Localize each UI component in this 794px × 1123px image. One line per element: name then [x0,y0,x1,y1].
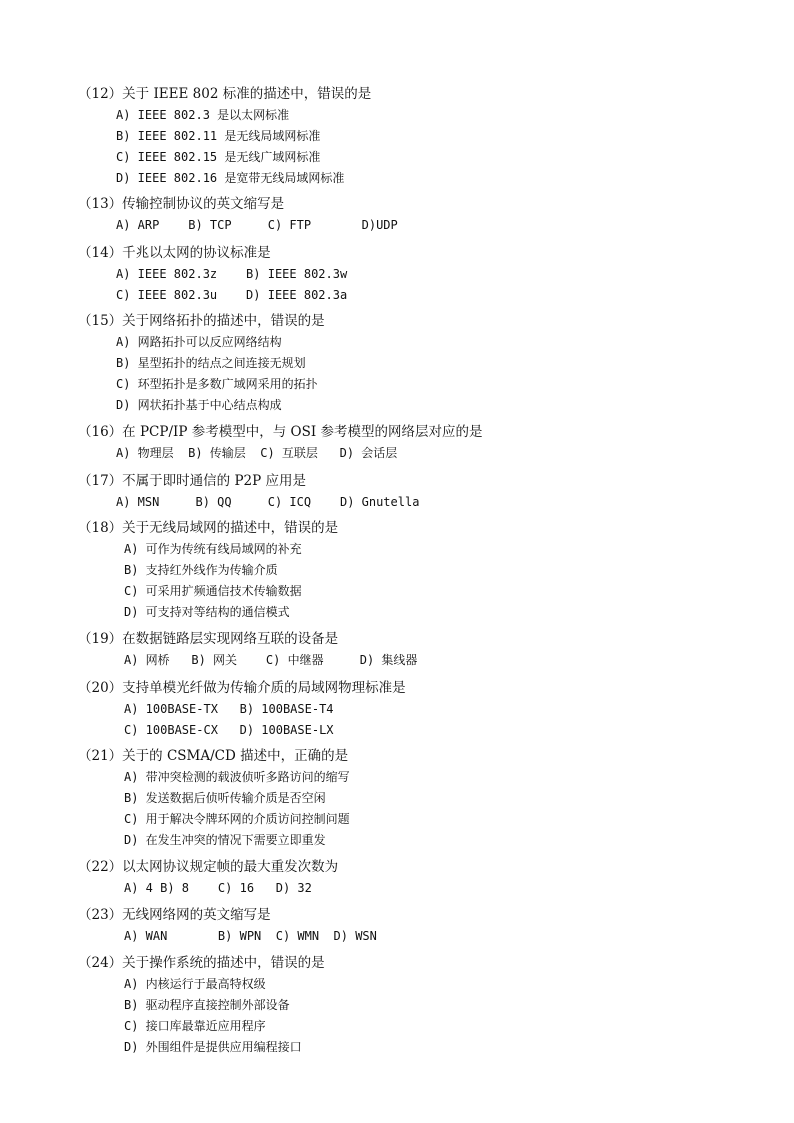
question-24 [78,953,778,1058]
question-stem: （16）在 PCP/IP 参考模型中，与 OSI 参考模型的网络层对应的是 [78,424,483,440]
option-a: A) 可作为传统有线局域网的补充 [124,542,302,556]
option-d: D) 外围组件是提供应用编程接口 [124,1040,302,1054]
option-d: D) 可支持对等结构的通信模式 [124,605,290,619]
option-row: A) IEEE 802.3z B) IEEE 802.3w [116,267,348,281]
question-17 [78,471,778,513]
option-row: A) 100BASE-TX B) 100BASE-T4 [124,702,334,716]
question-23 [78,905,778,947]
question-stem: （19）在数据链路层实现网络互联的设备是 [78,631,339,647]
option-a: A) 内核运行于最高特权级 [124,977,266,991]
question-stem: （14）千兆以太网的协议标准是 [78,245,271,261]
option-row: C) IEEE 802.3u D) IEEE 802.3a [116,288,348,302]
question-stem: （17）不属于即时通信的 P2P 应用是 [78,473,307,489]
question-stem: （23）无线网络网的英文缩写是 [78,907,271,923]
option-d: D) 网状拓扑基于中心结点构成 [116,398,282,412]
question-stem: （18）关于无线局域网的描述中，错误的是 [78,520,339,536]
option-row: A) MSN B) QQ C) ICQ D) Gnutella [116,495,420,509]
option-a: A) IEEE 802.3 是以太网标准 [116,108,290,122]
option-b: B) 驱动程序直接控制外部设备 [124,998,290,1012]
option-row: A) 网桥 B) 网关 C) 中继器 D) 集线器 [124,653,418,667]
question-20 [78,678,778,741]
option-row: C) 100BASE-CX D) 100BASE-LX [124,723,334,737]
option-b: B) IEEE 802.11 是无线局域网标准 [116,129,321,143]
option-c: C) IEEE 802.15 是无线广域网标准 [116,150,321,164]
option-row: A) ARP B) TCP C) FTP D)UDP [116,218,398,232]
option-row: A) WAN B) WPN C) WMN D) WSN [124,929,377,943]
option-b: B) 支持红外线作为传输介质 [124,563,278,577]
question-stem: （13）传输控制协议的英文缩写是 [78,196,285,212]
question-15 [78,311,778,416]
option-row: A) 物理层 B) 传输层 C) 互联层 D) 会话层 [116,446,398,460]
option-b: B) 星型拓扑的结点之间连接无规划 [116,356,306,370]
option-d: D) 在发生冲突的情况下需要立即重发 [124,833,326,847]
option-row: A) 4 B) 8 C) 16 D) 32 [124,881,312,895]
option-c: C) 可采用扩频通信技术传输数据 [124,584,302,598]
question-21 [78,746,778,851]
question-22 [78,857,778,899]
question-19 [78,629,778,671]
question-stem: （12）关于 IEEE 802 标准的描述中，错误的是 [78,86,372,102]
option-a: A) 网路拓扑可以反应网络结构 [116,335,282,349]
question-stem: （20）支持单模光纤做为传输介质的局域网物理标准是 [78,680,406,696]
question-13 [78,194,778,236]
question-stem: （24）关于操作系统的描述中，错误的是 [78,955,325,971]
question-stem: （21）关于的 CSMA/CD 描述中，正确的是 [78,748,349,764]
question-12 [78,84,778,189]
question-14 [78,243,778,306]
option-c: C) 环型拓扑是多数广域网采用的拓扑 [116,377,318,391]
option-c: C) 用于解决令牌环网的介质访问控制问题 [124,812,350,826]
question-18 [78,518,778,623]
option-c: C) 接口库最靠近应用程序 [124,1019,266,1033]
option-a: A) 带冲突检测的载波侦听多路访问的缩写 [124,770,350,784]
option-d: D) IEEE 802.16 是宽带无线局域网标准 [116,171,345,185]
question-16 [78,422,778,464]
question-stem: （22）以太网协议规定帧的最大重发次数为 [78,859,339,875]
question-stem: （15）关于网络拓扑的描述中，错误的是 [78,313,325,329]
option-b: B) 发送数据后侦听传输介质是否空闲 [124,791,326,805]
